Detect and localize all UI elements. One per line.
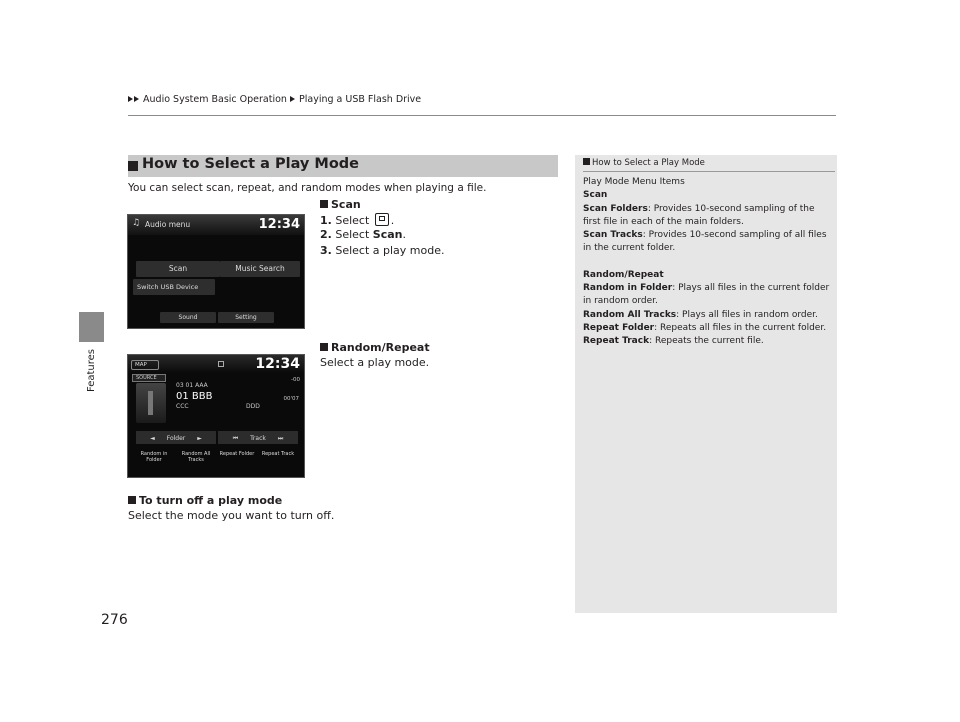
breadcrumb-part1[interactable]: Audio System Basic Operation — [143, 94, 287, 105]
scan-step-2: 2. Select Scan. — [320, 228, 406, 241]
remaining-time: -00 — [291, 377, 300, 383]
track-prev[interactable]: 03 01 AAA — [176, 382, 208, 389]
random-heading — [320, 341, 430, 354]
turnoff-text: Select the mode you want to turn off. — [128, 509, 335, 522]
switch-usb-button[interactable]: Switch USB Device — [133, 279, 215, 295]
track-control[interactable] — [218, 431, 298, 444]
intro-text: You can select scan, repeat, and random modes when playing a file. — [128, 182, 487, 194]
usb-icon — [136, 383, 166, 423]
map-button[interactable]: MAP — [131, 360, 159, 370]
breadcrumb — [128, 94, 421, 105]
sidebar-body — [583, 176, 833, 349]
skip-forward-icon[interactable]: ⏭ — [277, 435, 284, 442]
menu-button-icon — [375, 213, 389, 226]
source-button[interactable]: SOURCE — [132, 374, 166, 382]
track-current[interactable]: 01 BBB — [176, 391, 213, 402]
step-bold: Scan — [372, 228, 403, 241]
usb-playback-screen — [127, 354, 305, 478]
section-header — [128, 155, 558, 177]
scan-heading-text: Scan — [331, 198, 361, 211]
folder-up-icon[interactable]: ► — [197, 435, 202, 442]
chapter-label: Features — [86, 349, 97, 392]
step-number: 1. — [320, 214, 332, 227]
track-label: Track — [250, 435, 266, 442]
audio-menu-screen — [127, 214, 305, 329]
track-next[interactable]: CCC — [176, 403, 189, 410]
breadcrumb-arrow-icon — [134, 96, 139, 102]
square-bullet-icon — [320, 200, 328, 208]
step-number: 2. — [320, 228, 332, 241]
square-bullet-icon — [128, 496, 136, 504]
folder-label: Folder — [166, 435, 186, 442]
step-number: 3. — [320, 244, 332, 257]
rat-desc: Random All Tracks: Plays all files in random order. — [583, 309, 818, 320]
music-search-button[interactable]: Music Search — [220, 261, 300, 277]
rif-desc: Random in Folder: Plays all files in the current folder in random order. — [583, 283, 830, 307]
music-note-icon: ♫ — [132, 218, 141, 228]
square-bullet-icon — [320, 343, 328, 351]
step-text: Select — [335, 228, 370, 241]
turnoff-heading — [128, 494, 282, 507]
elapsed-time: 00'07 — [283, 396, 299, 402]
section-title: How to Select a Play Mode — [142, 156, 360, 172]
header-divider — [128, 115, 836, 116]
folder-down-icon[interactable]: ◄ — [150, 435, 155, 442]
step-text: Select a play mode. — [335, 244, 445, 257]
sidebar-note — [575, 155, 837, 613]
clock: 12:34 — [255, 356, 300, 372]
breadcrumb-part2[interactable]: Playing a USB Flash Drive — [299, 94, 422, 105]
scan-heading — [320, 198, 361, 211]
scan-step-1: 1. Select . — [320, 214, 395, 227]
rf-desc: Repeat Folder: Repeats all files in the current folder. — [583, 322, 827, 333]
scan-button[interactable]: Scan — [136, 261, 220, 277]
scan-tracks-desc: Scan Tracks: Provides 10-second sampling of all files in the current folder. — [583, 230, 827, 254]
setting-button[interactable]: Setting — [218, 312, 274, 323]
random-title: Random/Repeat — [583, 269, 664, 280]
sidebar-header — [583, 158, 705, 168]
random-heading-text: Random/Repeat — [331, 341, 430, 354]
scan-step-3 — [320, 244, 445, 257]
folder-control[interactable] — [136, 431, 216, 444]
chapter-tab — [79, 312, 104, 342]
repeat-folder-button[interactable]: Repeat Folder — [219, 451, 255, 457]
status-icon — [218, 361, 224, 367]
step-text: Select — [335, 214, 370, 227]
sound-button[interactable]: Sound — [160, 312, 216, 323]
breadcrumb-arrow-icon — [290, 96, 295, 102]
track-next-2[interactable]: DDD — [246, 403, 260, 410]
note-icon — [583, 158, 590, 165]
sidebar-header-text: How to Select a Play Mode — [592, 158, 705, 168]
random-all-tracks-button[interactable]: Random All Tracks — [181, 451, 211, 463]
random-in-folder-button[interactable]: Random in Folder — [140, 451, 168, 463]
repeat-track-button[interactable]: Repeat Track — [261, 451, 295, 457]
page-number: 276 — [101, 612, 128, 628]
breadcrumb-arrow-icon — [128, 96, 133, 102]
menu-items-title: Play Mode Menu Items — [583, 177, 685, 187]
turnoff-heading-text: To turn off a play mode — [139, 494, 283, 507]
section-square-icon — [128, 161, 138, 171]
scan-folders-desc: Scan Folders: Provides 10-second sampling of the first file in each of the main folders. — [583, 203, 815, 227]
scan-title: Scan — [583, 190, 608, 201]
random-text: Select a play mode. — [320, 356, 430, 369]
rt-desc: Repeat Track: Repeats the current file. — [583, 336, 764, 347]
clock: 12:34 — [258, 217, 300, 232]
screen-title: Audio menu — [145, 220, 191, 229]
skip-back-icon[interactable]: ⏮ — [232, 435, 239, 442]
